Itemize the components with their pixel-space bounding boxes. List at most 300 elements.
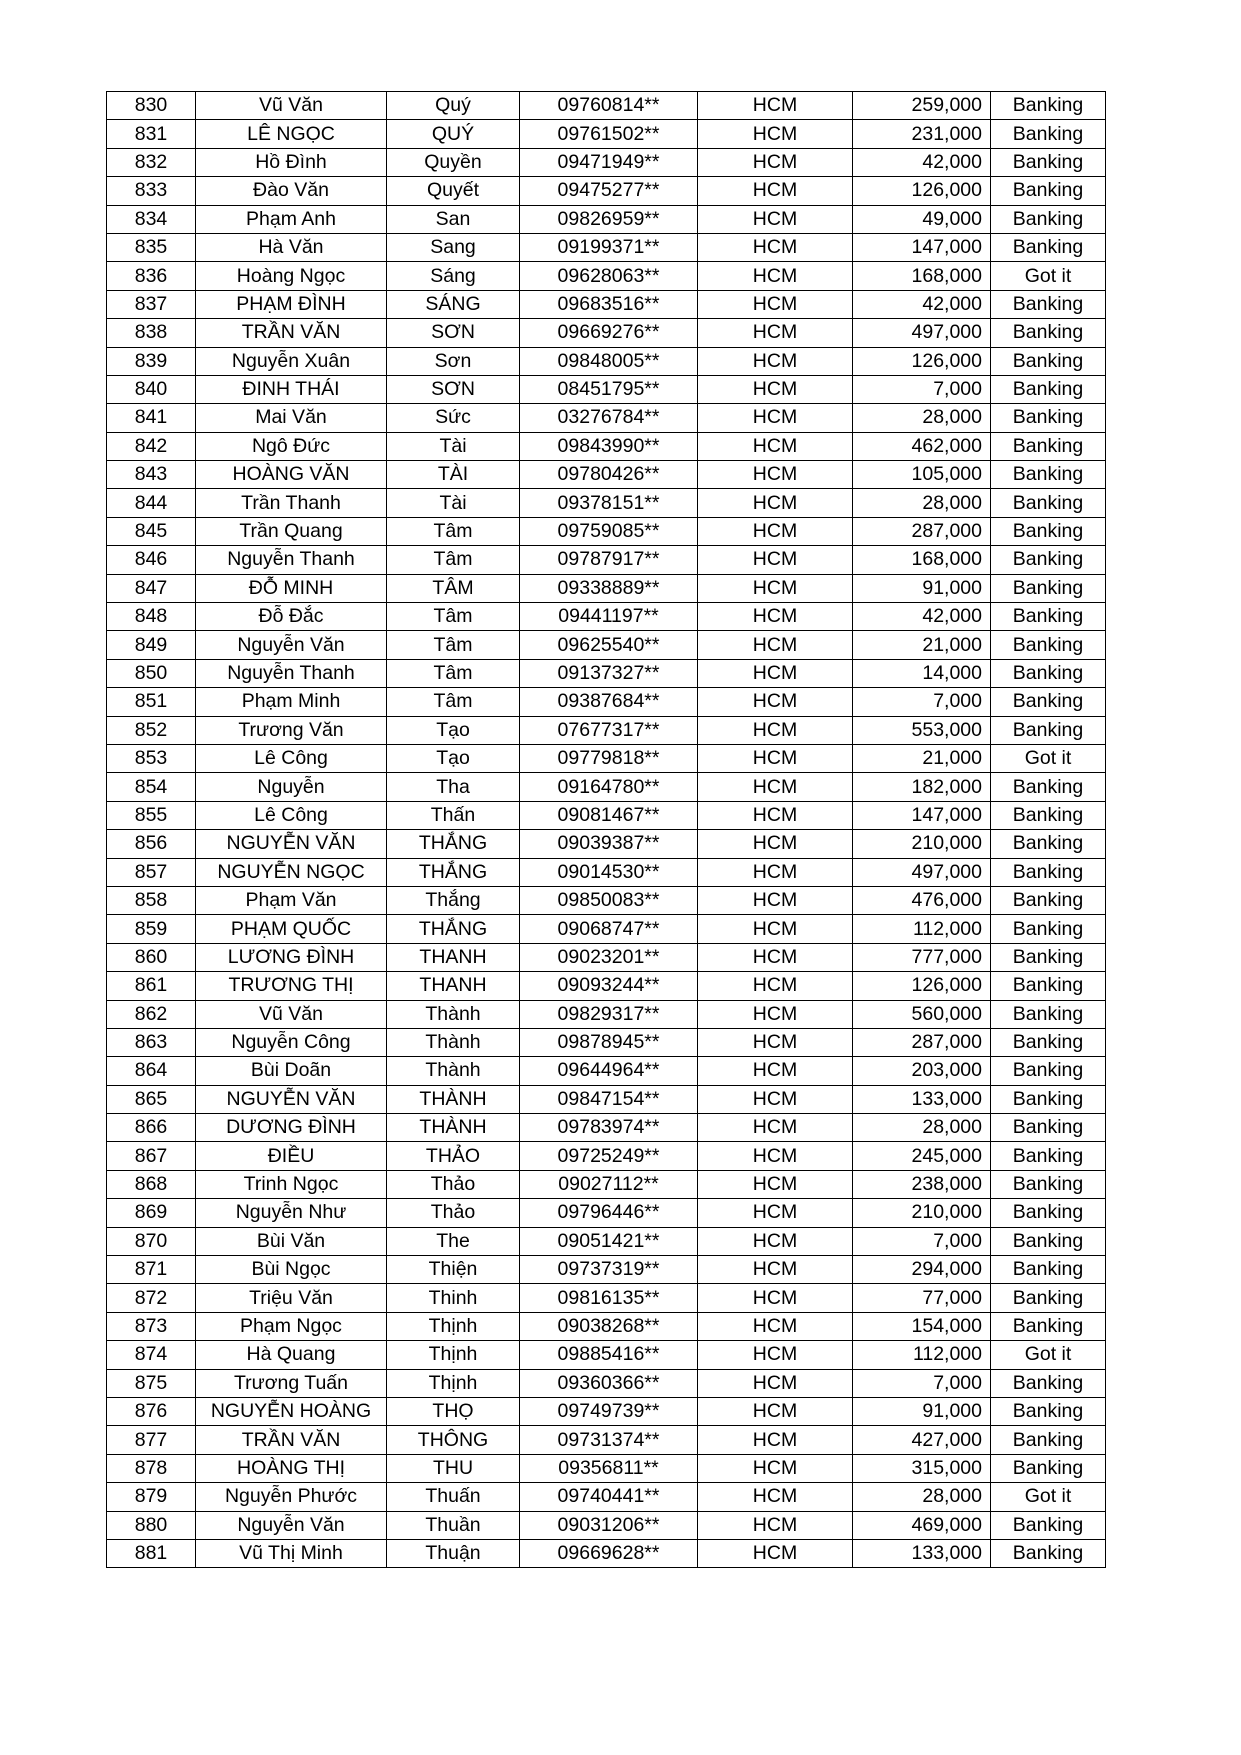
payment-method-cell: Banking <box>991 290 1106 318</box>
given-name-cell: THANH <box>387 943 520 971</box>
row-number-cell: 869 <box>107 1199 196 1227</box>
city-cell: HCM <box>698 1199 853 1227</box>
row-number-cell: 849 <box>107 631 196 659</box>
city-cell: HCM <box>698 943 853 971</box>
given-name-cell: Tha <box>387 773 520 801</box>
city-cell: HCM <box>698 1284 853 1312</box>
payment-method-cell: Banking <box>991 1369 1106 1397</box>
surname-cell: Nguyễn Công <box>196 1028 387 1056</box>
table-row <box>107 148 1106 176</box>
table-row <box>107 1028 1106 1056</box>
row-number-cell: 868 <box>107 1170 196 1198</box>
city-cell: HCM <box>698 1256 853 1284</box>
given-name-cell: TÂM <box>387 574 520 602</box>
row-number-cell: 858 <box>107 886 196 914</box>
table-body <box>107 92 1106 1568</box>
amount-cell: 7,000 <box>853 688 991 716</box>
phone-cell: 09031206** <box>520 1511 698 1539</box>
phone-cell: 09051421** <box>520 1227 698 1255</box>
city-cell: HCM <box>698 1454 853 1482</box>
given-name-cell: San <box>387 205 520 233</box>
amount-cell: 497,000 <box>853 858 991 886</box>
row-number-cell: 852 <box>107 716 196 744</box>
city-cell: HCM <box>698 1227 853 1255</box>
phone-cell: 09843990** <box>520 432 698 460</box>
phone-cell: 09826959** <box>520 205 698 233</box>
phone-cell: 09471949** <box>520 148 698 176</box>
table-row <box>107 773 1106 801</box>
given-name-cell: THÀNH <box>387 1114 520 1142</box>
city-cell: HCM <box>698 886 853 914</box>
amount-cell: 105,000 <box>853 461 991 489</box>
amount-cell: 259,000 <box>853 92 991 120</box>
surname-cell: Mai Văn <box>196 404 387 432</box>
payment-method-cell: Banking <box>991 120 1106 148</box>
table-row <box>107 92 1106 120</box>
phone-cell: 09081467** <box>520 801 698 829</box>
surname-cell: PHẠM QUỐC <box>196 915 387 943</box>
given-name-cell: Thịnh <box>387 1312 520 1340</box>
table-row <box>107 631 1106 659</box>
table-row <box>107 716 1106 744</box>
row-number-cell: 874 <box>107 1341 196 1369</box>
row-number-cell: 860 <box>107 943 196 971</box>
phone-cell: 09038268** <box>520 1312 698 1340</box>
given-name-cell: Tâm <box>387 517 520 545</box>
table-row <box>107 1114 1106 1142</box>
payment-method-cell: Banking <box>991 1256 1106 1284</box>
city-cell: HCM <box>698 1483 853 1511</box>
payment-method-cell: Banking <box>991 517 1106 545</box>
payment-method-cell: Banking <box>991 830 1106 858</box>
surname-cell: NGUYỄN HOÀNG <box>196 1397 387 1425</box>
amount-cell: 287,000 <box>853 1028 991 1056</box>
phone-cell: 07677317** <box>520 716 698 744</box>
phone-cell: 09780426** <box>520 461 698 489</box>
surname-cell: ĐỖ MINH <box>196 574 387 602</box>
row-number-cell: 866 <box>107 1114 196 1142</box>
city-cell: HCM <box>698 148 853 176</box>
surname-cell: Lê Công <box>196 801 387 829</box>
amount-cell: 168,000 <box>853 262 991 290</box>
payment-method-cell: Banking <box>991 1426 1106 1454</box>
table-row <box>107 574 1106 602</box>
surname-cell: LƯƠNG ĐÌNH <box>196 943 387 971</box>
amount-cell: 497,000 <box>853 319 991 347</box>
given-name-cell: THẮNG <box>387 915 520 943</box>
phone-cell: 09829317** <box>520 1000 698 1028</box>
row-number-cell: 830 <box>107 92 196 120</box>
payment-method-cell: Banking <box>991 546 1106 574</box>
surname-cell: Đào Văn <box>196 177 387 205</box>
amount-cell: 28,000 <box>853 489 991 517</box>
city-cell: HCM <box>698 716 853 744</box>
row-number-cell: 878 <box>107 1454 196 1482</box>
phone-cell: 09669276** <box>520 319 698 347</box>
city-cell: HCM <box>698 1312 853 1340</box>
given-name-cell: Sức <box>387 404 520 432</box>
surname-cell: PHẠM ĐÌNH <box>196 290 387 318</box>
phone-cell: 09356811** <box>520 1454 698 1482</box>
city-cell: HCM <box>698 915 853 943</box>
row-number-cell: 865 <box>107 1085 196 1113</box>
city-cell: HCM <box>698 659 853 687</box>
amount-cell: 42,000 <box>853 290 991 318</box>
given-name-cell: Thuận <box>387 1539 520 1567</box>
city-cell: HCM <box>698 1057 853 1085</box>
surname-cell: Hà Quang <box>196 1341 387 1369</box>
table-row <box>107 1397 1106 1425</box>
phone-cell: 09760814** <box>520 92 698 120</box>
amount-cell: 28,000 <box>853 1114 991 1142</box>
row-number-cell: 862 <box>107 1000 196 1028</box>
amount-cell: 14,000 <box>853 659 991 687</box>
row-number-cell: 844 <box>107 489 196 517</box>
amount-cell: 28,000 <box>853 1483 991 1511</box>
given-name-cell: THANH <box>387 972 520 1000</box>
table-row <box>107 1539 1106 1567</box>
phone-cell: 09779818** <box>520 744 698 772</box>
phone-cell: 09737319** <box>520 1256 698 1284</box>
phone-cell: 09014530** <box>520 858 698 886</box>
row-number-cell: 836 <box>107 262 196 290</box>
city-cell: HCM <box>698 773 853 801</box>
row-number-cell: 871 <box>107 1256 196 1284</box>
given-name-cell: Tạo <box>387 716 520 744</box>
phone-cell: 09137327** <box>520 659 698 687</box>
table-row <box>107 1227 1106 1255</box>
table-row <box>107 801 1106 829</box>
table-row <box>107 972 1106 1000</box>
city-cell: HCM <box>698 744 853 772</box>
surname-cell: Phạm Ngọc <box>196 1312 387 1340</box>
row-number-cell: 843 <box>107 461 196 489</box>
table-row <box>107 1085 1106 1113</box>
given-name-cell: QUÝ <box>387 120 520 148</box>
phone-cell: 09847154** <box>520 1085 698 1113</box>
surname-cell: LÊ NGỌC <box>196 120 387 148</box>
payment-method-cell: Banking <box>991 915 1106 943</box>
row-number-cell: 881 <box>107 1539 196 1567</box>
surname-cell: ĐINH THÁI <box>196 375 387 403</box>
table-row <box>107 858 1106 886</box>
amount-cell: 147,000 <box>853 233 991 261</box>
table-row <box>107 603 1106 631</box>
payment-method-cell: Banking <box>991 943 1106 971</box>
given-name-cell: Tâm <box>387 688 520 716</box>
given-name-cell: Sáng <box>387 262 520 290</box>
phone-cell: 09683516** <box>520 290 698 318</box>
amount-cell: 462,000 <box>853 432 991 460</box>
surname-cell: Nguyễn Phước <box>196 1483 387 1511</box>
surname-cell: Triệu Văn <box>196 1284 387 1312</box>
amount-cell: 7,000 <box>853 375 991 403</box>
amount-cell: 238,000 <box>853 1170 991 1198</box>
amount-cell: 126,000 <box>853 177 991 205</box>
amount-cell: 154,000 <box>853 1312 991 1340</box>
city-cell: HCM <box>698 120 853 148</box>
row-number-cell: 876 <box>107 1397 196 1425</box>
table-row <box>107 233 1106 261</box>
amount-cell: 315,000 <box>853 1454 991 1482</box>
surname-cell: Bùi Ngọc <box>196 1256 387 1284</box>
table-row <box>107 546 1106 574</box>
table-row <box>107 1511 1106 1539</box>
surname-cell: Bùi Doãn <box>196 1057 387 1085</box>
table-row <box>107 461 1106 489</box>
row-number-cell: 847 <box>107 574 196 602</box>
city-cell: HCM <box>698 1000 853 1028</box>
row-number-cell: 864 <box>107 1057 196 1085</box>
phone-cell: 08451795** <box>520 375 698 403</box>
row-number-cell: 850 <box>107 659 196 687</box>
given-name-cell: Tài <box>387 489 520 517</box>
city-cell: HCM <box>698 347 853 375</box>
row-number-cell: 851 <box>107 688 196 716</box>
given-name-cell: Thắng <box>387 886 520 914</box>
table-row <box>107 489 1106 517</box>
city-cell: HCM <box>698 688 853 716</box>
row-number-cell: 839 <box>107 347 196 375</box>
table-row <box>107 517 1106 545</box>
row-number-cell: 855 <box>107 801 196 829</box>
payment-method-cell: Banking <box>991 1312 1106 1340</box>
city-cell: HCM <box>698 631 853 659</box>
payment-method-cell: Banking <box>991 1057 1106 1085</box>
given-name-cell: THỌ <box>387 1397 520 1425</box>
table-row <box>107 404 1106 432</box>
table-row <box>107 1142 1106 1170</box>
city-cell: HCM <box>698 972 853 1000</box>
city-cell: HCM <box>698 404 853 432</box>
surname-cell: Vũ Văn <box>196 1000 387 1028</box>
surname-cell: Trần Quang <box>196 517 387 545</box>
phone-cell: 09387684** <box>520 688 698 716</box>
table-row <box>107 1256 1106 1284</box>
payment-method-cell: Banking <box>991 801 1106 829</box>
given-name-cell: Tâm <box>387 631 520 659</box>
city-cell: HCM <box>698 1539 853 1567</box>
row-number-cell: 861 <box>107 972 196 1000</box>
table-row <box>107 1426 1106 1454</box>
phone-cell: 09199371** <box>520 233 698 261</box>
payment-method-cell: Banking <box>991 1085 1106 1113</box>
payment-method-cell: Banking <box>991 631 1106 659</box>
given-name-cell: Thịnh <box>387 1341 520 1369</box>
city-cell: HCM <box>698 92 853 120</box>
table-row <box>107 1454 1106 1482</box>
row-number-cell: 879 <box>107 1483 196 1511</box>
phone-cell: 09068747** <box>520 915 698 943</box>
table-row <box>107 659 1106 687</box>
row-number-cell: 842 <box>107 432 196 460</box>
city-cell: HCM <box>698 262 853 290</box>
table-row <box>107 943 1106 971</box>
payment-method-cell: Banking <box>991 148 1106 176</box>
row-number-cell: 870 <box>107 1227 196 1255</box>
payment-method-cell: Banking <box>991 1199 1106 1227</box>
surname-cell: Hồ Đình <box>196 148 387 176</box>
table-row <box>107 375 1106 403</box>
given-name-cell: Thuấn <box>387 1483 520 1511</box>
given-name-cell: THẢO <box>387 1142 520 1170</box>
surname-cell: Nguyễn Thanh <box>196 659 387 687</box>
row-number-cell: 863 <box>107 1028 196 1056</box>
amount-cell: 210,000 <box>853 830 991 858</box>
given-name-cell: THÔNG <box>387 1426 520 1454</box>
amount-cell: 42,000 <box>853 148 991 176</box>
surname-cell: Nguyễn Thanh <box>196 546 387 574</box>
phone-cell: 09725249** <box>520 1142 698 1170</box>
payment-method-cell: Banking <box>991 347 1106 375</box>
given-name-cell: Thinh <box>387 1284 520 1312</box>
given-name-cell: Thành <box>387 1000 520 1028</box>
amount-cell: 427,000 <box>853 1426 991 1454</box>
surname-cell: TRẦN VĂN <box>196 1426 387 1454</box>
given-name-cell: THÀNH <box>387 1085 520 1113</box>
amount-cell: 112,000 <box>853 915 991 943</box>
phone-cell: 09740441** <box>520 1483 698 1511</box>
city-cell: HCM <box>698 1369 853 1397</box>
table-row <box>107 319 1106 347</box>
row-number-cell: 845 <box>107 517 196 545</box>
payment-method-cell: Banking <box>991 461 1106 489</box>
city-cell: HCM <box>698 546 853 574</box>
table-row <box>107 688 1106 716</box>
city-cell: HCM <box>698 603 853 631</box>
row-number-cell: 846 <box>107 546 196 574</box>
amount-cell: 560,000 <box>853 1000 991 1028</box>
phone-cell: 09885416** <box>520 1341 698 1369</box>
phone-cell: 09093244** <box>520 972 698 1000</box>
amount-cell: 777,000 <box>853 943 991 971</box>
amount-cell: 168,000 <box>853 546 991 574</box>
table-row <box>107 432 1106 460</box>
row-number-cell: 854 <box>107 773 196 801</box>
table-row <box>107 744 1106 772</box>
table-row <box>107 262 1106 290</box>
amount-cell: 91,000 <box>853 1397 991 1425</box>
amount-cell: 133,000 <box>853 1539 991 1567</box>
amount-cell: 126,000 <box>853 972 991 1000</box>
table-row <box>107 886 1106 914</box>
row-number-cell: 877 <box>107 1426 196 1454</box>
city-cell: HCM <box>698 461 853 489</box>
row-number-cell: 831 <box>107 120 196 148</box>
payment-method-cell: Banking <box>991 1227 1106 1255</box>
city-cell: HCM <box>698 517 853 545</box>
city-cell: HCM <box>698 432 853 460</box>
city-cell: HCM <box>698 1085 853 1113</box>
given-name-cell: Sang <box>387 233 520 261</box>
city-cell: HCM <box>698 858 853 886</box>
amount-cell: 287,000 <box>853 517 991 545</box>
surname-cell: NGUYỄN NGỌC <box>196 858 387 886</box>
payment-method-cell: Banking <box>991 1028 1106 1056</box>
row-number-cell: 832 <box>107 148 196 176</box>
row-number-cell: 838 <box>107 319 196 347</box>
surname-cell: NGUYỄN VĂN <box>196 1085 387 1113</box>
surname-cell: Nguyễn Như <box>196 1199 387 1227</box>
surname-cell: ĐIỀU <box>196 1142 387 1170</box>
payment-method-cell: Banking <box>991 716 1106 744</box>
amount-cell: 203,000 <box>853 1057 991 1085</box>
given-name-cell: Thịnh <box>387 1369 520 1397</box>
surname-cell: HOÀNG THỊ <box>196 1454 387 1482</box>
surname-cell: TRƯƠNG THỊ <box>196 972 387 1000</box>
phone-cell: 09731374** <box>520 1426 698 1454</box>
payment-method-cell: Banking <box>991 205 1106 233</box>
payment-method-cell: Banking <box>991 177 1106 205</box>
city-cell: HCM <box>698 1511 853 1539</box>
city-cell: HCM <box>698 1114 853 1142</box>
row-number-cell: 867 <box>107 1142 196 1170</box>
row-number-cell: 880 <box>107 1511 196 1539</box>
table-row <box>107 1483 1106 1511</box>
city-cell: HCM <box>698 1142 853 1170</box>
payment-method-cell: Got it <box>991 262 1106 290</box>
amount-cell: 28,000 <box>853 404 991 432</box>
given-name-cell: TÀI <box>387 461 520 489</box>
surname-cell: Nguyễn Văn <box>196 1511 387 1539</box>
payment-method-cell: Banking <box>991 603 1106 631</box>
phone-cell: 09669628** <box>520 1539 698 1567</box>
table-row <box>107 1000 1106 1028</box>
surname-cell: Đỗ Đắc <box>196 603 387 631</box>
phone-cell: 09850083** <box>520 886 698 914</box>
amount-cell: 476,000 <box>853 886 991 914</box>
given-name-cell: Thành <box>387 1028 520 1056</box>
given-name-cell: Tâm <box>387 659 520 687</box>
payment-method-cell: Banking <box>991 1511 1106 1539</box>
phone-cell: 09625540** <box>520 631 698 659</box>
surname-cell: HOÀNG VĂN <box>196 461 387 489</box>
phone-cell: 09796446** <box>520 1199 698 1227</box>
phone-cell: 09761502** <box>520 120 698 148</box>
amount-cell: 112,000 <box>853 1341 991 1369</box>
table-row <box>107 1057 1106 1085</box>
city-cell: HCM <box>698 830 853 858</box>
table-row <box>107 1341 1106 1369</box>
row-number-cell: 834 <box>107 205 196 233</box>
surname-cell: DƯƠNG ĐÌNH <box>196 1114 387 1142</box>
amount-cell: 42,000 <box>853 603 991 631</box>
amount-cell: 126,000 <box>853 347 991 375</box>
payment-method-cell: Banking <box>991 375 1106 403</box>
payment-method-cell: Banking <box>991 319 1106 347</box>
amount-cell: 77,000 <box>853 1284 991 1312</box>
surname-cell: Vũ Thị Minh <box>196 1539 387 1567</box>
surname-cell: Bùi Văn <box>196 1227 387 1255</box>
phone-cell: 09787917** <box>520 546 698 574</box>
row-number-cell: 856 <box>107 830 196 858</box>
surname-cell: Lê Công <box>196 744 387 772</box>
surname-cell: Trương Tuấn <box>196 1369 387 1397</box>
surname-cell: Nguyễn Văn <box>196 631 387 659</box>
table-row <box>107 290 1106 318</box>
city-cell: HCM <box>698 801 853 829</box>
phone-cell: 09759085** <box>520 517 698 545</box>
payment-method-cell: Got it <box>991 744 1106 772</box>
given-name-cell: Quý <box>387 92 520 120</box>
city-cell: HCM <box>698 290 853 318</box>
city-cell: HCM <box>698 489 853 517</box>
row-number-cell: 833 <box>107 177 196 205</box>
row-number-cell: 873 <box>107 1312 196 1340</box>
row-number-cell: 835 <box>107 233 196 261</box>
surname-cell: TRẦN VĂN <box>196 319 387 347</box>
surname-cell: Nguyễn Xuân <box>196 347 387 375</box>
